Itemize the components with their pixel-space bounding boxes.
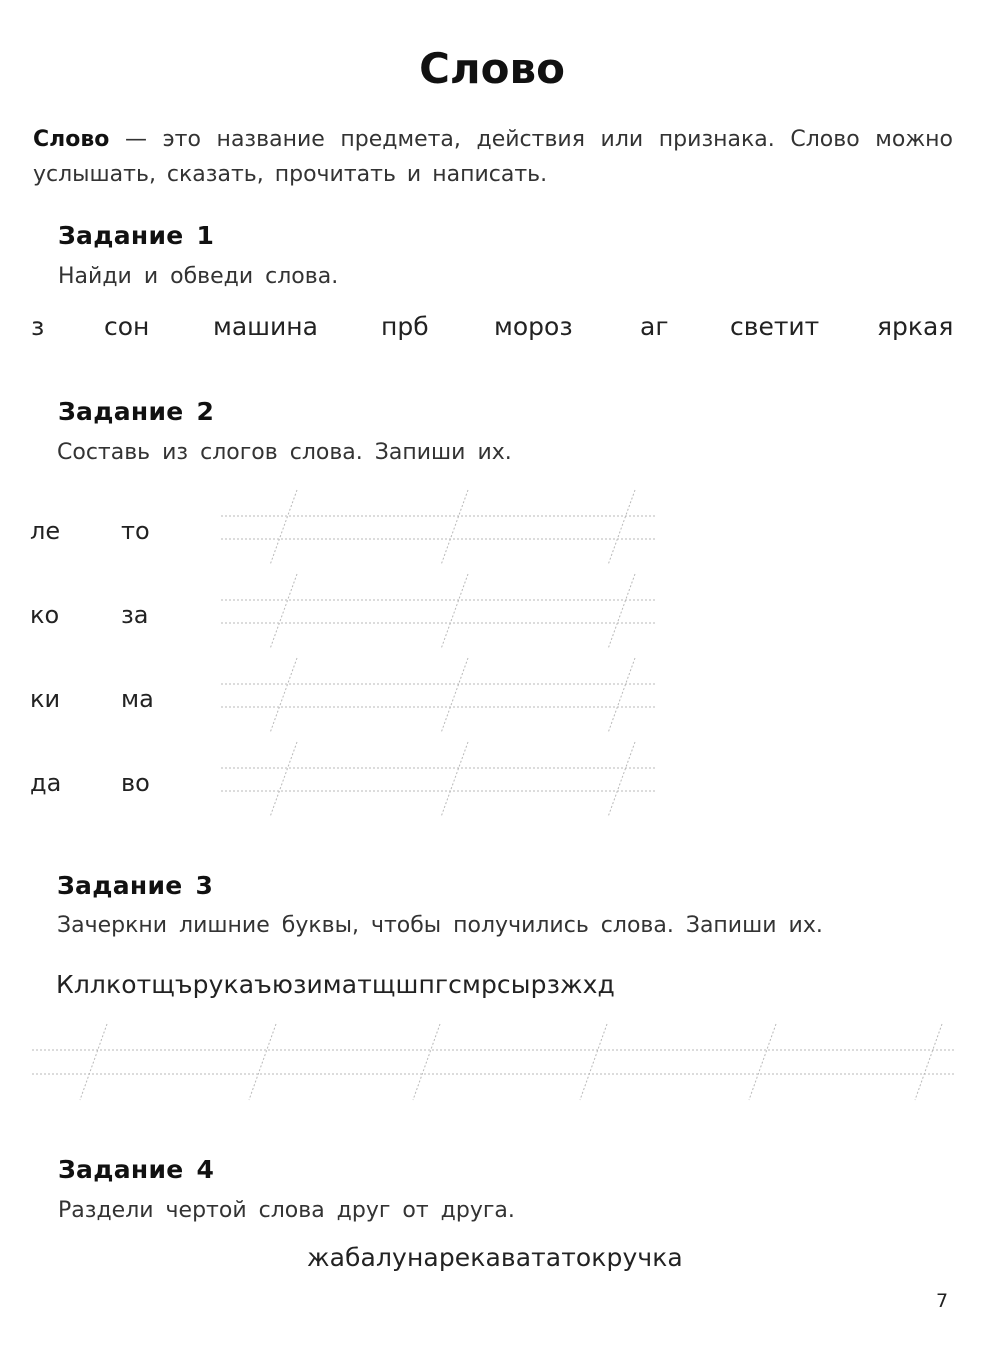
syllable-second: во [121,769,150,797]
page-number: 7 [936,1290,949,1312]
syllable-first: ко [30,601,60,629]
task4-heading: Задание 4 [58,1155,215,1184]
task1-word: машина [213,312,318,341]
syllable-first: да [30,769,62,797]
intro-text: — это название предмета, действия или признака. Слово можно услышать, сказать, прочитать и написать. [33,127,953,187]
task1-word: з [31,312,45,341]
task2-heading: Задание 2 [58,397,215,426]
syllable-first: ле [30,517,61,545]
syllable-first: ки [30,685,61,713]
syllable-second: то [121,517,150,545]
task1-instruction: Найди и обведи слова. [58,264,339,289]
task1-word: сон [104,312,150,341]
task4-instruction: Раздели чертой слова друг от друга. [58,1198,515,1223]
syllable-second: за [121,601,149,629]
task2-instruction: Составь из слогов слова. Запиши их. [57,440,512,465]
task1-word: аг [640,312,669,341]
syllable-second: ма [121,685,154,713]
task1-word: прб [381,312,429,341]
task3-instruction: Зачеркни лишние буквы, чтобы получились слова. Запиши их. [57,913,823,938]
task1-word: яркая [877,312,954,341]
task1-word: мороз [494,312,573,341]
task3-letter-string: Кллкотщърукаъюзиматщшпгсмрсырзжхд [56,970,615,999]
task1-word: светит [730,312,820,341]
task1-heading: Задание 1 [58,221,215,250]
task4-letter-string: жабалунарекавататокручка [307,1243,683,1272]
page-title: Слово [419,44,565,93]
intro-term: Слово [33,127,110,152]
task3-heading: Задание 3 [57,871,214,900]
